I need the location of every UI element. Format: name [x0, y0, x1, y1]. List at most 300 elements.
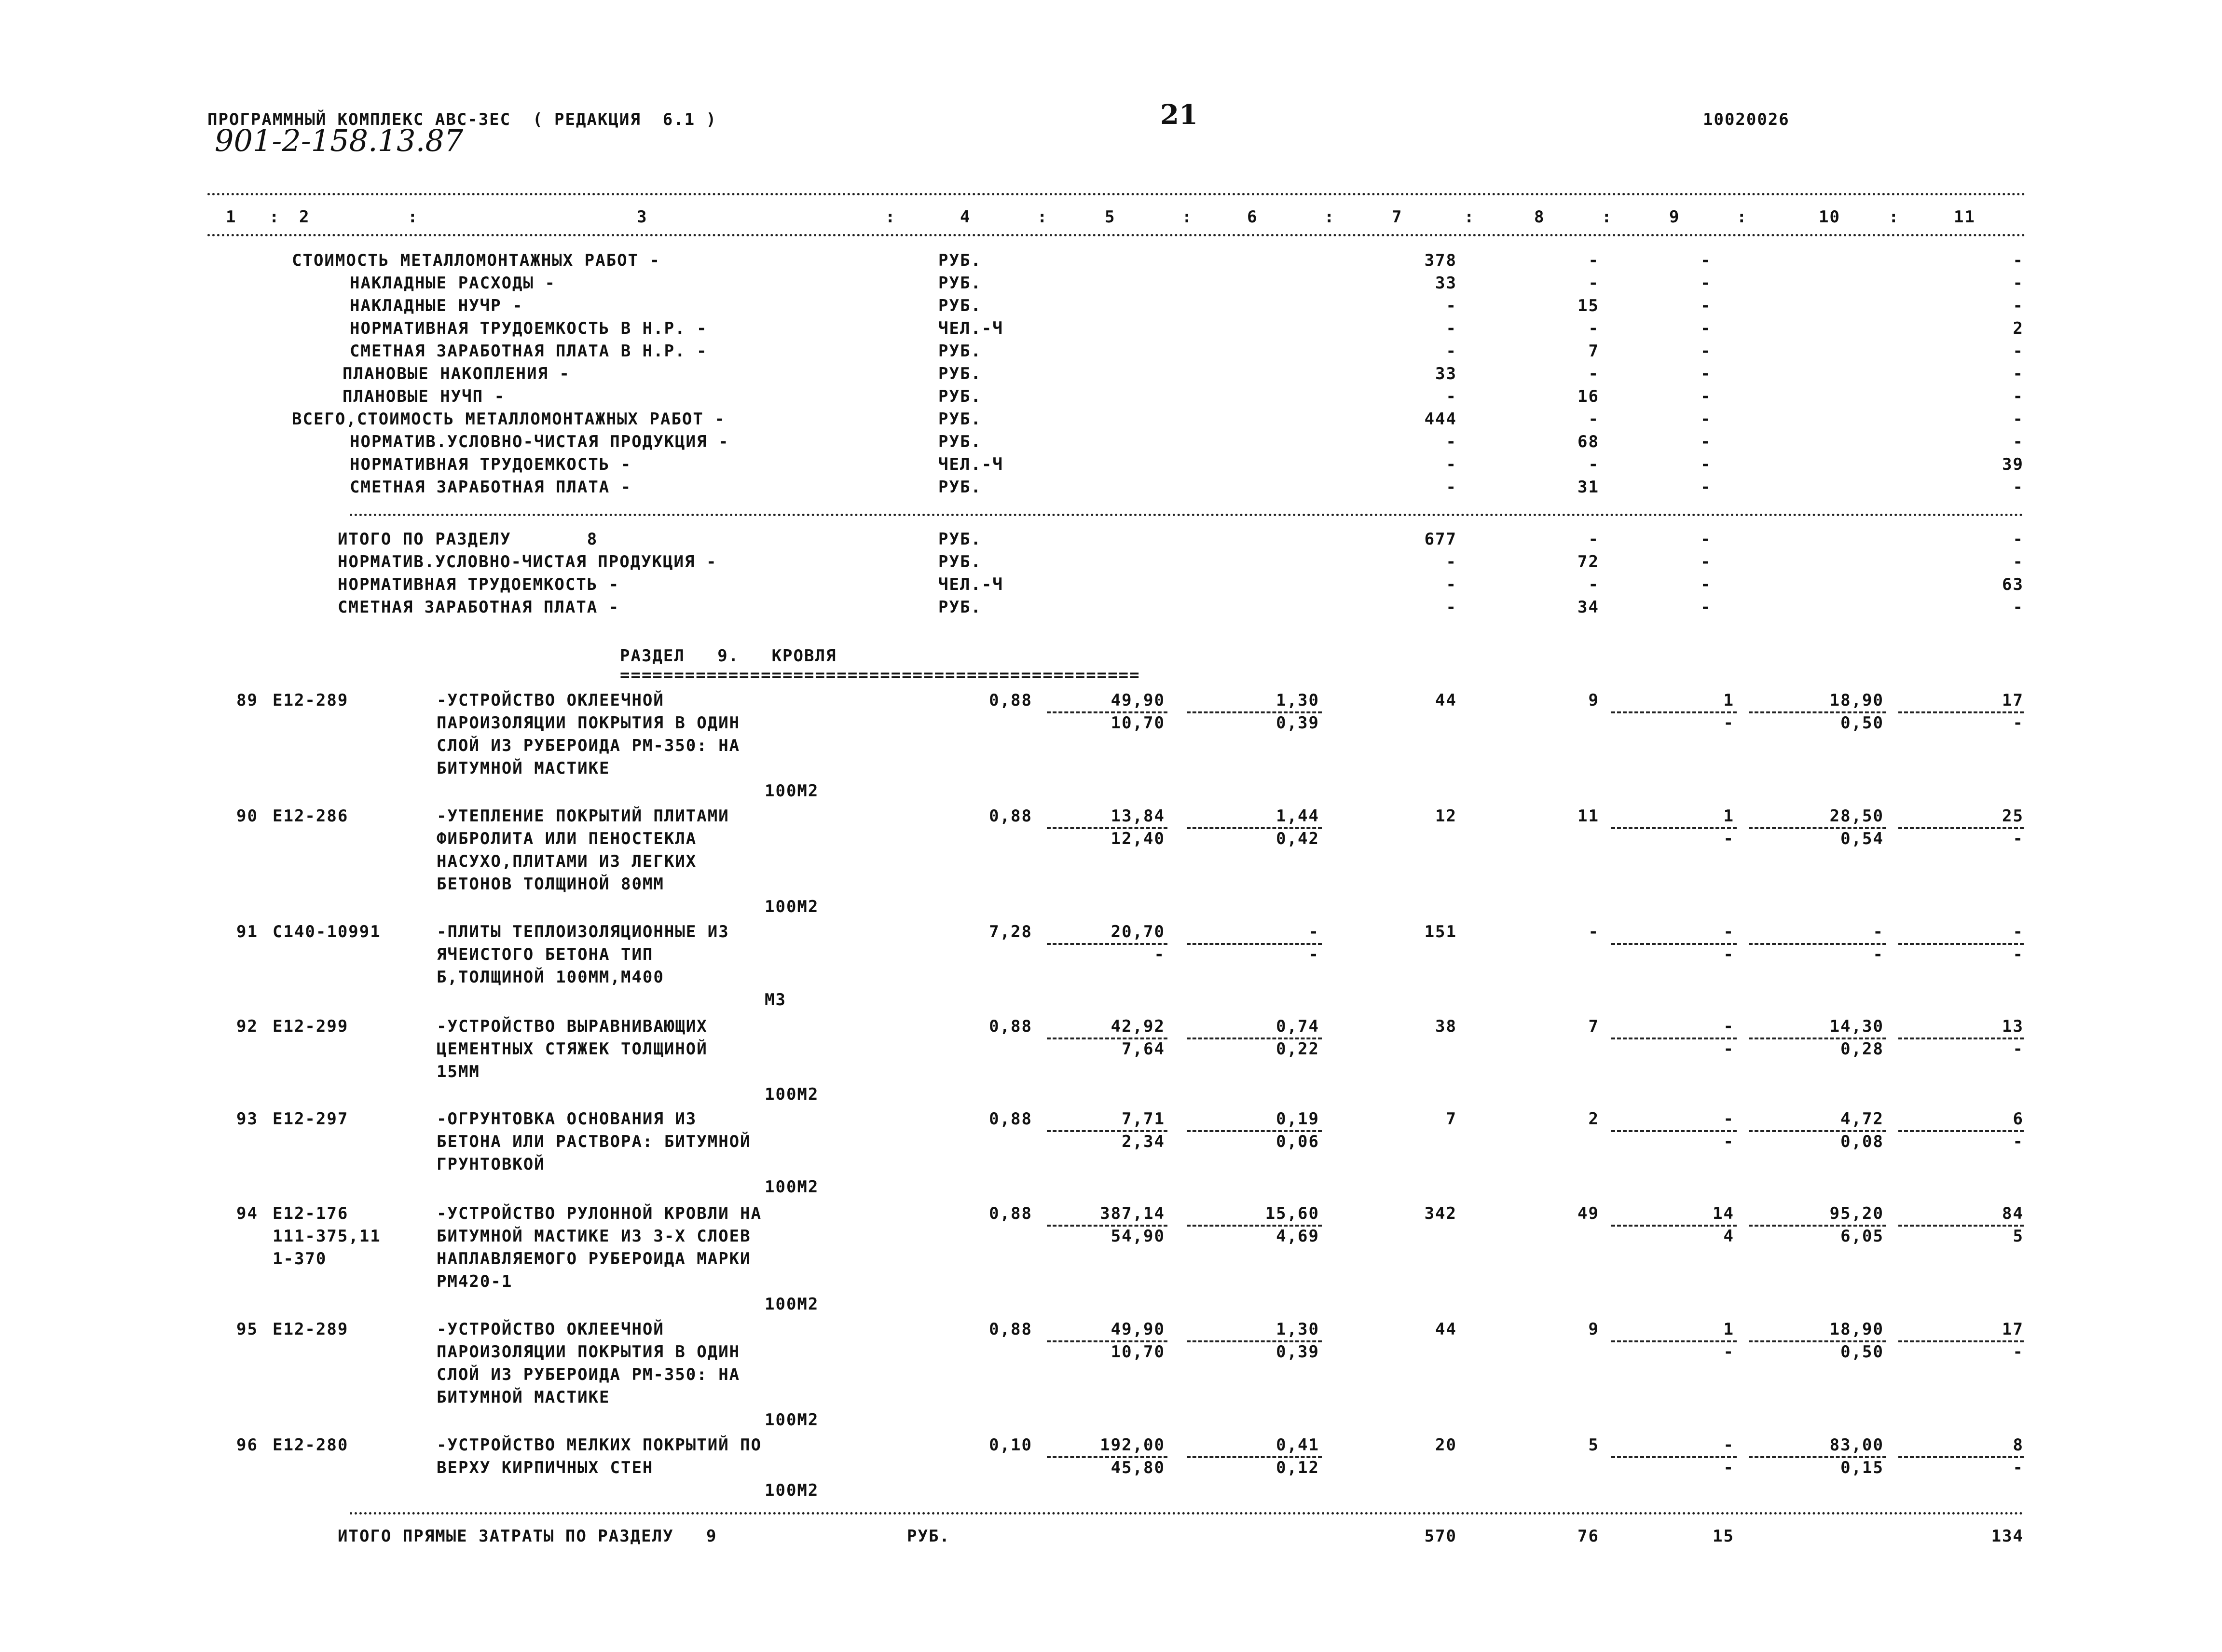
- item-col11-rule: [1898, 827, 2024, 829]
- item-col6: 1,44: [1276, 806, 1319, 826]
- item-col8: 2: [1588, 1109, 1599, 1129]
- page-number: 21: [1160, 99, 1198, 131]
- item-col6: 1,30: [1276, 1320, 1319, 1339]
- section-total-col9: -: [1701, 530, 1712, 549]
- item-col9-rule: [1611, 1130, 1737, 1132]
- section-total-col9: -: [1701, 575, 1712, 594]
- summary-col8: -: [1588, 410, 1599, 429]
- item-unit: 100М2: [765, 1410, 819, 1430]
- summary-col9: -: [1701, 455, 1712, 474]
- summary-col7: -: [1446, 478, 1457, 497]
- item-col9: 1: [1723, 691, 1734, 710]
- summary-col11: -: [2013, 387, 2024, 406]
- item-col5-wage: 12,40: [1111, 829, 1165, 848]
- summary-col7: 378: [1424, 251, 1457, 270]
- item-col10: 14,30: [1829, 1017, 1884, 1036]
- item-col10-wage: -: [1873, 945, 1884, 964]
- item-number: 93: [236, 1109, 258, 1129]
- item-col11: 13: [2002, 1017, 2024, 1036]
- item-col7: 7: [1446, 1109, 1457, 1129]
- column-separator: :: [1737, 207, 1748, 227]
- item-col5: 13,84: [1111, 806, 1165, 826]
- summary-unit: РУБ.: [938, 478, 982, 497]
- item-col10: -: [1873, 922, 1884, 942]
- summary-separator-rule: [350, 514, 2024, 516]
- item-description: БЕТОНА ИЛИ РАСТВОРА: БИТУМНОЙ: [437, 1132, 751, 1151]
- summary-col8: 31: [1577, 478, 1599, 497]
- item-col6: 1,30: [1276, 691, 1319, 710]
- summary-col7: 444: [1424, 410, 1457, 429]
- summary-col11: -: [2013, 478, 2024, 497]
- item-col9-rule: [1611, 1456, 1737, 1458]
- item-col10: 18,90: [1829, 691, 1884, 710]
- item-col4: 0,88: [989, 691, 1032, 710]
- item-description: ГРУНТОВКОЙ: [437, 1155, 545, 1174]
- item-col11-rule: [1898, 943, 2024, 945]
- summary-col9: -: [1701, 432, 1712, 451]
- item-code: Е12-297: [273, 1109, 349, 1129]
- column-header-2: 2: [299, 207, 310, 227]
- item-col6-wage: 4,69: [1276, 1227, 1319, 1246]
- section-total-col8: 34: [1577, 598, 1599, 617]
- summary-unit: РУБ.: [938, 273, 982, 293]
- item-col6-wage: 0,39: [1276, 1342, 1319, 1362]
- section-total-unit: РУБ.: [938, 598, 982, 617]
- section-total-unit: РУБ.: [938, 530, 982, 549]
- item-col9-wage: -: [1723, 1039, 1734, 1059]
- summary-label: ВСЕГО,СТОИМОСТЬ МЕТАЛЛОМОНТАЖНЫХ РАБОТ -: [292, 410, 726, 429]
- item-col10-wage: 0,50: [1840, 713, 1884, 733]
- item-col10: 95,20: [1829, 1204, 1884, 1223]
- item-code: Е12-289: [273, 1320, 349, 1339]
- summary-label: НОРМАТИВНАЯ ТРУДОЕМКОСТЬ В Н.Р. -: [350, 319, 708, 338]
- section-9-underline: ================================================: [620, 666, 1140, 685]
- item-col11-rule: [1898, 1130, 2024, 1132]
- item-col8: 9: [1588, 1320, 1599, 1339]
- item-code: Е12-299: [273, 1017, 349, 1036]
- item-col6: 0,41: [1276, 1435, 1319, 1455]
- item-col11: 17: [2002, 691, 2024, 710]
- section-total-col11: -: [2013, 552, 2024, 572]
- column-separator: :: [1889, 207, 1900, 227]
- item-description: ПАРОИЗОЛЯЦИИ ПОКРЫТИЯ В ОДИН: [437, 1342, 741, 1362]
- item-col5-wage: 45,80: [1111, 1458, 1165, 1477]
- column-separator: :: [1324, 207, 1335, 227]
- item-col10-wage: 0,08: [1840, 1132, 1884, 1151]
- item-col9-rule: [1611, 943, 1737, 945]
- item-col11-wage: 5: [2013, 1227, 2024, 1246]
- final-total-unit: РУБ.: [907, 1527, 950, 1546]
- item-col8: 7: [1588, 1017, 1599, 1036]
- column-separator: :: [1602, 207, 1613, 227]
- section-total-col7: 677: [1424, 530, 1457, 549]
- document-code: 10020026: [1703, 110, 1790, 129]
- summary-col8: 15: [1577, 296, 1599, 315]
- item-col11-rule: [1898, 711, 2024, 713]
- item-col10-wage: 0,15: [1840, 1458, 1884, 1477]
- item-col10-wage: 0,28: [1840, 1039, 1884, 1059]
- summary-col9: -: [1701, 319, 1712, 338]
- item-col9-rule: [1611, 1340, 1737, 1342]
- item-col11: 8: [2013, 1435, 2024, 1455]
- item-col11-wage: -: [2013, 829, 2024, 848]
- item-col9: -: [1723, 1435, 1734, 1455]
- item-col11-wage: -: [2013, 713, 2024, 733]
- summary-col8: 7: [1588, 341, 1599, 361]
- item-unit: 100М2: [765, 1177, 819, 1197]
- item-col9: 1: [1723, 806, 1734, 826]
- final-total-col11: 134: [1991, 1527, 2024, 1546]
- item-code: С140-10991: [273, 922, 381, 942]
- summary-col11: -: [2013, 432, 2024, 451]
- final-total-col7: 570: [1424, 1527, 1457, 1546]
- item-col11-wage: -: [2013, 1342, 2024, 1362]
- item-col8: 11: [1577, 806, 1599, 826]
- column-header-1: 1: [226, 207, 237, 227]
- item-col11-wage: -: [2013, 1132, 2024, 1151]
- item-col9-wage: -: [1723, 945, 1734, 964]
- item-col7: 342: [1424, 1204, 1457, 1223]
- item-col9-wage: -: [1723, 713, 1734, 733]
- item-unit: М3: [765, 990, 786, 1010]
- summary-unit: ЧЕЛ.-Ч: [938, 455, 1003, 474]
- section-total-col11: -: [2013, 598, 2024, 617]
- section-total-unit: РУБ.: [938, 552, 982, 572]
- section-total-col8: -: [1588, 530, 1599, 549]
- column-header-10: 10: [1819, 207, 1840, 227]
- item-col6-wage: 0,06: [1276, 1132, 1319, 1151]
- item-col4: 7,28: [989, 922, 1032, 942]
- summary-col11: -: [2013, 273, 2024, 293]
- column-separator: :: [269, 207, 280, 227]
- column-header-7: 7: [1392, 207, 1403, 227]
- summary-unit: РУБ.: [938, 387, 982, 406]
- item-col6-wage: 0,42: [1276, 829, 1319, 848]
- item-col5: 20,70: [1111, 922, 1165, 942]
- column-header-11: 11: [1954, 207, 1975, 227]
- summary-col11: -: [2013, 410, 2024, 429]
- item-unit: 100М2: [765, 1481, 819, 1500]
- column-header-8: 8: [1534, 207, 1545, 227]
- summary-col8: 68: [1577, 432, 1599, 451]
- item-col5: 7,71: [1122, 1109, 1165, 1129]
- item-col5: 49,90: [1111, 1320, 1165, 1339]
- item-description: БИТУМНОЙ МАСТИКЕ: [437, 759, 610, 778]
- item-col8: 49: [1577, 1204, 1599, 1223]
- item-col9-rule: [1611, 827, 1737, 829]
- item-col5-wage: 54,90: [1111, 1227, 1165, 1246]
- item-col6: 15,60: [1265, 1204, 1319, 1223]
- summary-unit: РУБ.: [938, 341, 982, 361]
- summary-label: ПЛАНОВЫЕ НУЧП -: [343, 387, 506, 406]
- section-total-col11: 63: [2002, 575, 2024, 594]
- summary-unit: РУБ.: [938, 251, 982, 270]
- item-col4: 0,10: [989, 1435, 1032, 1455]
- summary-col7: -: [1446, 319, 1457, 338]
- item-col10: 18,90: [1829, 1320, 1884, 1339]
- summary-col8: -: [1588, 251, 1599, 270]
- item-col5-rule: [1047, 943, 1167, 945]
- item-col7: 20: [1435, 1435, 1457, 1455]
- item-col11-wage: -: [2013, 1458, 2024, 1477]
- item-col10-wage: 6,05: [1840, 1227, 1884, 1246]
- item-col5: 42,92: [1111, 1017, 1165, 1036]
- item-col6: -: [1308, 922, 1319, 942]
- item-description: БИТУМНОЙ МАСТИКЕ: [437, 1388, 610, 1407]
- item-col6-rule: [1187, 943, 1322, 945]
- section-total-col7: -: [1446, 575, 1457, 594]
- final-total-label: ИТОГО ПРЯМЫЕ ЗАТРАТЫ ПО РАЗДЕЛУ 9: [338, 1527, 717, 1546]
- summary-col7: 33: [1435, 364, 1457, 383]
- item-col6-wage: 0,12: [1276, 1458, 1319, 1477]
- item-col9-rule: [1611, 1038, 1737, 1039]
- item-code: Е12-286: [273, 806, 349, 826]
- summary-col11: -: [2013, 296, 2024, 315]
- item-col9-rule: [1611, 711, 1737, 713]
- section-total-col11: -: [2013, 530, 2024, 549]
- item-description: СЛОЙ ИЗ РУБЕРОИДА РМ-350: НА: [437, 1365, 741, 1384]
- summary-label: СМЕТНАЯ ЗАРАБОТНАЯ ПЛАТА В Н.Р. -: [350, 341, 708, 361]
- item-description: ПАРОИЗОЛЯЦИИ ПОКРЫТИЯ В ОДИН: [437, 713, 741, 733]
- item-col11-rule: [1898, 1340, 2024, 1342]
- item-description: -УТЕПЛЕНИЕ ПОКРЫТИЙ ПЛИТАМИ: [437, 806, 729, 826]
- item-number: 91: [236, 922, 258, 942]
- item-code: 1-370: [273, 1249, 327, 1269]
- column-separator: :: [885, 207, 896, 227]
- summary-label: НАКЛАДНЫЕ РАСХОДЫ -: [350, 273, 556, 293]
- item-col4: 0,88: [989, 1017, 1032, 1036]
- item-description: СЛОЙ ИЗ РУБЕРОИДА РМ-350: НА: [437, 736, 741, 755]
- item-col7: 44: [1435, 691, 1457, 710]
- item-description: -ПЛИТЫ ТЕПЛОИЗОЛЯЦИОННЫЕ ИЗ: [437, 922, 729, 942]
- item-col9-rule: [1611, 1225, 1737, 1227]
- item-col9-wage: 4: [1723, 1227, 1734, 1246]
- item-number: 94: [236, 1204, 258, 1223]
- summary-col11: -: [2013, 341, 2024, 361]
- handwritten-project-code: 901-2-158.13.87: [215, 123, 464, 158]
- summary-col8: -: [1588, 273, 1599, 293]
- program-title: ПРОГРАММНЫЙ КОМПЛЕКС АВС-ЗЕС ( РЕДАКЦИЯ 6.1 ): [207, 110, 717, 129]
- item-description: -УСТРОЙСТВО МЕЛКИХ ПОКРЫТИЙ ПО: [437, 1435, 762, 1455]
- section-total-unit: ЧЕЛ.-Ч: [938, 575, 1003, 594]
- item-col7: 151: [1424, 922, 1457, 942]
- item-col6-wage: 0,22: [1276, 1039, 1319, 1059]
- item-col11: 6: [2013, 1109, 2024, 1129]
- item-description: -УСТРОЙСТВО ОКЛЕЕЧНОЙ: [437, 1320, 664, 1339]
- item-col10: 4,72: [1840, 1109, 1884, 1129]
- final-total-col9: 15: [1713, 1527, 1734, 1546]
- item-col6: 0,74: [1276, 1017, 1319, 1036]
- summary-col8: -: [1588, 319, 1599, 338]
- summary-unit: РУБ.: [938, 432, 982, 451]
- item-col11-rule: [1898, 1038, 2024, 1039]
- header-bottom-rule: [207, 234, 2026, 236]
- column-separator: :: [1464, 207, 1475, 227]
- section-9-title: РАЗДЕЛ 9. КРОВЛЯ: [620, 646, 837, 666]
- item-description: -УСТРОЙСТВО ВЫРАВНИВАЮЩИХ: [437, 1017, 708, 1036]
- item-col11-wage: -: [2013, 945, 2024, 964]
- final-total-rule: [350, 1512, 2024, 1515]
- summary-col8: -: [1588, 364, 1599, 383]
- item-col11: 84: [2002, 1204, 2024, 1223]
- item-col9: -: [1723, 1109, 1734, 1129]
- summary-col7: -: [1446, 387, 1457, 406]
- summary-col9: -: [1701, 364, 1712, 383]
- item-col5: 192,00: [1100, 1435, 1165, 1455]
- item-description: РМ420-1: [437, 1272, 513, 1291]
- item-col7: 44: [1435, 1320, 1457, 1339]
- item-col10-wage: 0,54: [1840, 829, 1884, 848]
- item-number: 96: [236, 1435, 258, 1455]
- item-description: ЦЕМЕНТНЫХ СТЯЖЕК ТОЛЩИНОЙ: [437, 1039, 708, 1059]
- item-col5: 49,90: [1111, 691, 1165, 710]
- item-col7: 12: [1435, 806, 1457, 826]
- column-header-4: 4: [960, 207, 971, 227]
- item-description: НАСУХО,ПЛИТАМИ ИЗ ЛЕГКИХ: [437, 852, 697, 871]
- item-col11: 17: [2002, 1320, 2024, 1339]
- summary-col7: 33: [1435, 273, 1457, 293]
- section-total-col9: -: [1701, 598, 1712, 617]
- item-col5-wage: 10,70: [1111, 713, 1165, 733]
- summary-col7: -: [1446, 296, 1457, 315]
- summary-col9: -: [1701, 387, 1712, 406]
- item-col11: -: [2013, 922, 2024, 942]
- column-separator: :: [408, 207, 419, 227]
- column-header-5: 5: [1105, 207, 1116, 227]
- column-header-6: 6: [1247, 207, 1258, 227]
- item-col4: 0,88: [989, 1320, 1032, 1339]
- item-description: БИТУМНОЙ МАСТИКЕ ИЗ 3-Х СЛОЕВ: [437, 1227, 751, 1246]
- item-col10: 83,00: [1829, 1435, 1884, 1455]
- header-top-rule: [207, 193, 2026, 195]
- item-col4: 0,88: [989, 1204, 1032, 1223]
- summary-label: ПЛАНОВЫЕ НАКОПЛЕНИЯ -: [343, 364, 570, 383]
- item-col10-rule: [1749, 943, 1886, 945]
- item-description: БЕТОНОВ ТОЛЩИНОЙ 80ММ: [437, 874, 664, 894]
- item-col9-wage: -: [1723, 1458, 1734, 1477]
- summary-col7: -: [1446, 432, 1457, 451]
- column-header-3: 3: [637, 207, 648, 227]
- item-description: НАПЛАВЛЯЕМОГО РУБЕРОИДА МАРКИ: [437, 1249, 751, 1269]
- section-total-col9: -: [1701, 552, 1712, 572]
- item-col5-wage: 7,64: [1122, 1039, 1165, 1059]
- item-col9-wage: -: [1723, 1342, 1734, 1362]
- summary-unit: ЧЕЛ.-Ч: [938, 319, 1003, 338]
- item-code: Е12-280: [273, 1435, 349, 1455]
- item-col11-rule: [1898, 1456, 2024, 1458]
- section-total-col8: 72: [1577, 552, 1599, 572]
- item-col5: 387,14: [1100, 1204, 1165, 1223]
- item-col9-wage: -: [1723, 829, 1734, 848]
- item-col5-wage: 10,70: [1111, 1342, 1165, 1362]
- summary-col9: -: [1701, 410, 1712, 429]
- item-description: -ОГРУНТОВКА ОСНОВАНИЯ ИЗ: [437, 1109, 697, 1129]
- item-description: ВЕРХУ КИРПИЧНЫХ СТЕН: [437, 1458, 654, 1477]
- summary-col8: -: [1588, 455, 1599, 474]
- summary-col8: 16: [1577, 387, 1599, 406]
- item-col10: 28,50: [1829, 806, 1884, 826]
- summary-col9: -: [1701, 478, 1712, 497]
- item-col6-wage: -: [1308, 945, 1319, 964]
- item-col9: 1: [1723, 1320, 1734, 1339]
- item-description: ФИБРОЛИТА ИЛИ ПЕНОСТЕКЛА: [437, 829, 697, 848]
- item-col10-wage: 0,50: [1840, 1342, 1884, 1362]
- item-description: 15ММ: [437, 1062, 480, 1081]
- item-unit: 100М2: [765, 1295, 819, 1314]
- summary-label: НОРМАТИВ.УСЛОВНО-ЧИСТАЯ ПРОДУКЦИЯ -: [350, 432, 729, 451]
- final-total-col8: 76: [1577, 1527, 1599, 1546]
- item-description: -УСТРОЙСТВО РУЛОННОЙ КРОВЛИ НА: [437, 1204, 762, 1223]
- item-unit: 100М2: [765, 781, 819, 801]
- section-total-col8: -: [1588, 575, 1599, 594]
- item-description: -УСТРОЙСТВО ОКЛЕЕЧНОЙ: [437, 691, 664, 710]
- item-col8: 5: [1588, 1435, 1599, 1455]
- summary-col7: -: [1446, 341, 1457, 361]
- section-total-label: НОРМАТИВ.УСЛОВНО-ЧИСТАЯ ПРОДУКЦИЯ -: [338, 552, 717, 572]
- summary-col9: -: [1701, 341, 1712, 361]
- summary-unit: РУБ.: [938, 364, 982, 383]
- item-code: 111-375,11: [273, 1227, 381, 1246]
- item-col8: -: [1588, 922, 1599, 942]
- column-separator: :: [1182, 207, 1193, 227]
- item-number: 95: [236, 1320, 258, 1339]
- item-col4: 0,88: [989, 1109, 1032, 1129]
- item-col6: 0,19: [1276, 1109, 1319, 1129]
- column-separator: :: [1037, 207, 1048, 227]
- item-col11-rule: [1898, 1225, 2024, 1227]
- item-col8: 9: [1588, 691, 1599, 710]
- item-number: 90: [236, 806, 258, 826]
- item-number: 89: [236, 691, 258, 710]
- item-code: Е12-176: [273, 1204, 349, 1223]
- item-code: Е12-289: [273, 691, 349, 710]
- summary-col7: -: [1446, 455, 1457, 474]
- item-col7: 38: [1435, 1017, 1457, 1036]
- summary-label: СМЕТНАЯ ЗАРАБОТНАЯ ПЛАТА -: [350, 478, 632, 497]
- summary-label: СТОИМОСТЬ МЕТАЛЛОМОНТАЖНЫХ РАБОТ -: [292, 251, 660, 270]
- item-unit: 100М2: [765, 897, 819, 916]
- summary-label: НАКЛАДНЫЕ НУЧР -: [350, 296, 523, 315]
- column-header-9: 9: [1669, 207, 1680, 227]
- item-col9: -: [1723, 1017, 1734, 1036]
- summary-col9: -: [1701, 273, 1712, 293]
- section-total-col7: -: [1446, 552, 1457, 572]
- item-col9: -: [1723, 922, 1734, 942]
- item-number: 92: [236, 1017, 258, 1036]
- item-col5-wage: 2,34: [1122, 1132, 1165, 1151]
- summary-col9: -: [1701, 296, 1712, 315]
- item-col11: 25: [2002, 806, 2024, 826]
- summary-col11: -: [2013, 251, 2024, 270]
- section-total-label: НОРМАТИВНАЯ ТРУДОЕМКОСТЬ -: [338, 575, 620, 594]
- summary-col9: -: [1701, 251, 1712, 270]
- section-total-label: СМЕТНАЯ ЗАРАБОТНАЯ ПЛАТА -: [338, 598, 620, 617]
- item-col9-wage: -: [1723, 1132, 1734, 1151]
- item-col5-wage: -: [1154, 945, 1165, 964]
- summary-col11: 39: [2002, 455, 2024, 474]
- summary-unit: РУБ.: [938, 296, 982, 315]
- item-description: ЯЧЕИСТОГО БЕТОНА ТИП: [437, 945, 654, 964]
- summary-label: НОРМАТИВНАЯ ТРУДОЕМКОСТЬ -: [350, 455, 632, 474]
- item-unit: 100М2: [765, 1085, 819, 1104]
- summary-unit: РУБ.: [938, 410, 982, 429]
- item-col4: 0,88: [989, 806, 1032, 826]
- item-col11-wage: -: [2013, 1039, 2024, 1059]
- summary-col11: -: [2013, 364, 2024, 383]
- item-description: Б,ТОЛЩИНОЙ 100ММ,М400: [437, 968, 664, 987]
- item-col6-wage: 0,39: [1276, 713, 1319, 733]
- summary-col11: 2: [2013, 319, 2024, 338]
